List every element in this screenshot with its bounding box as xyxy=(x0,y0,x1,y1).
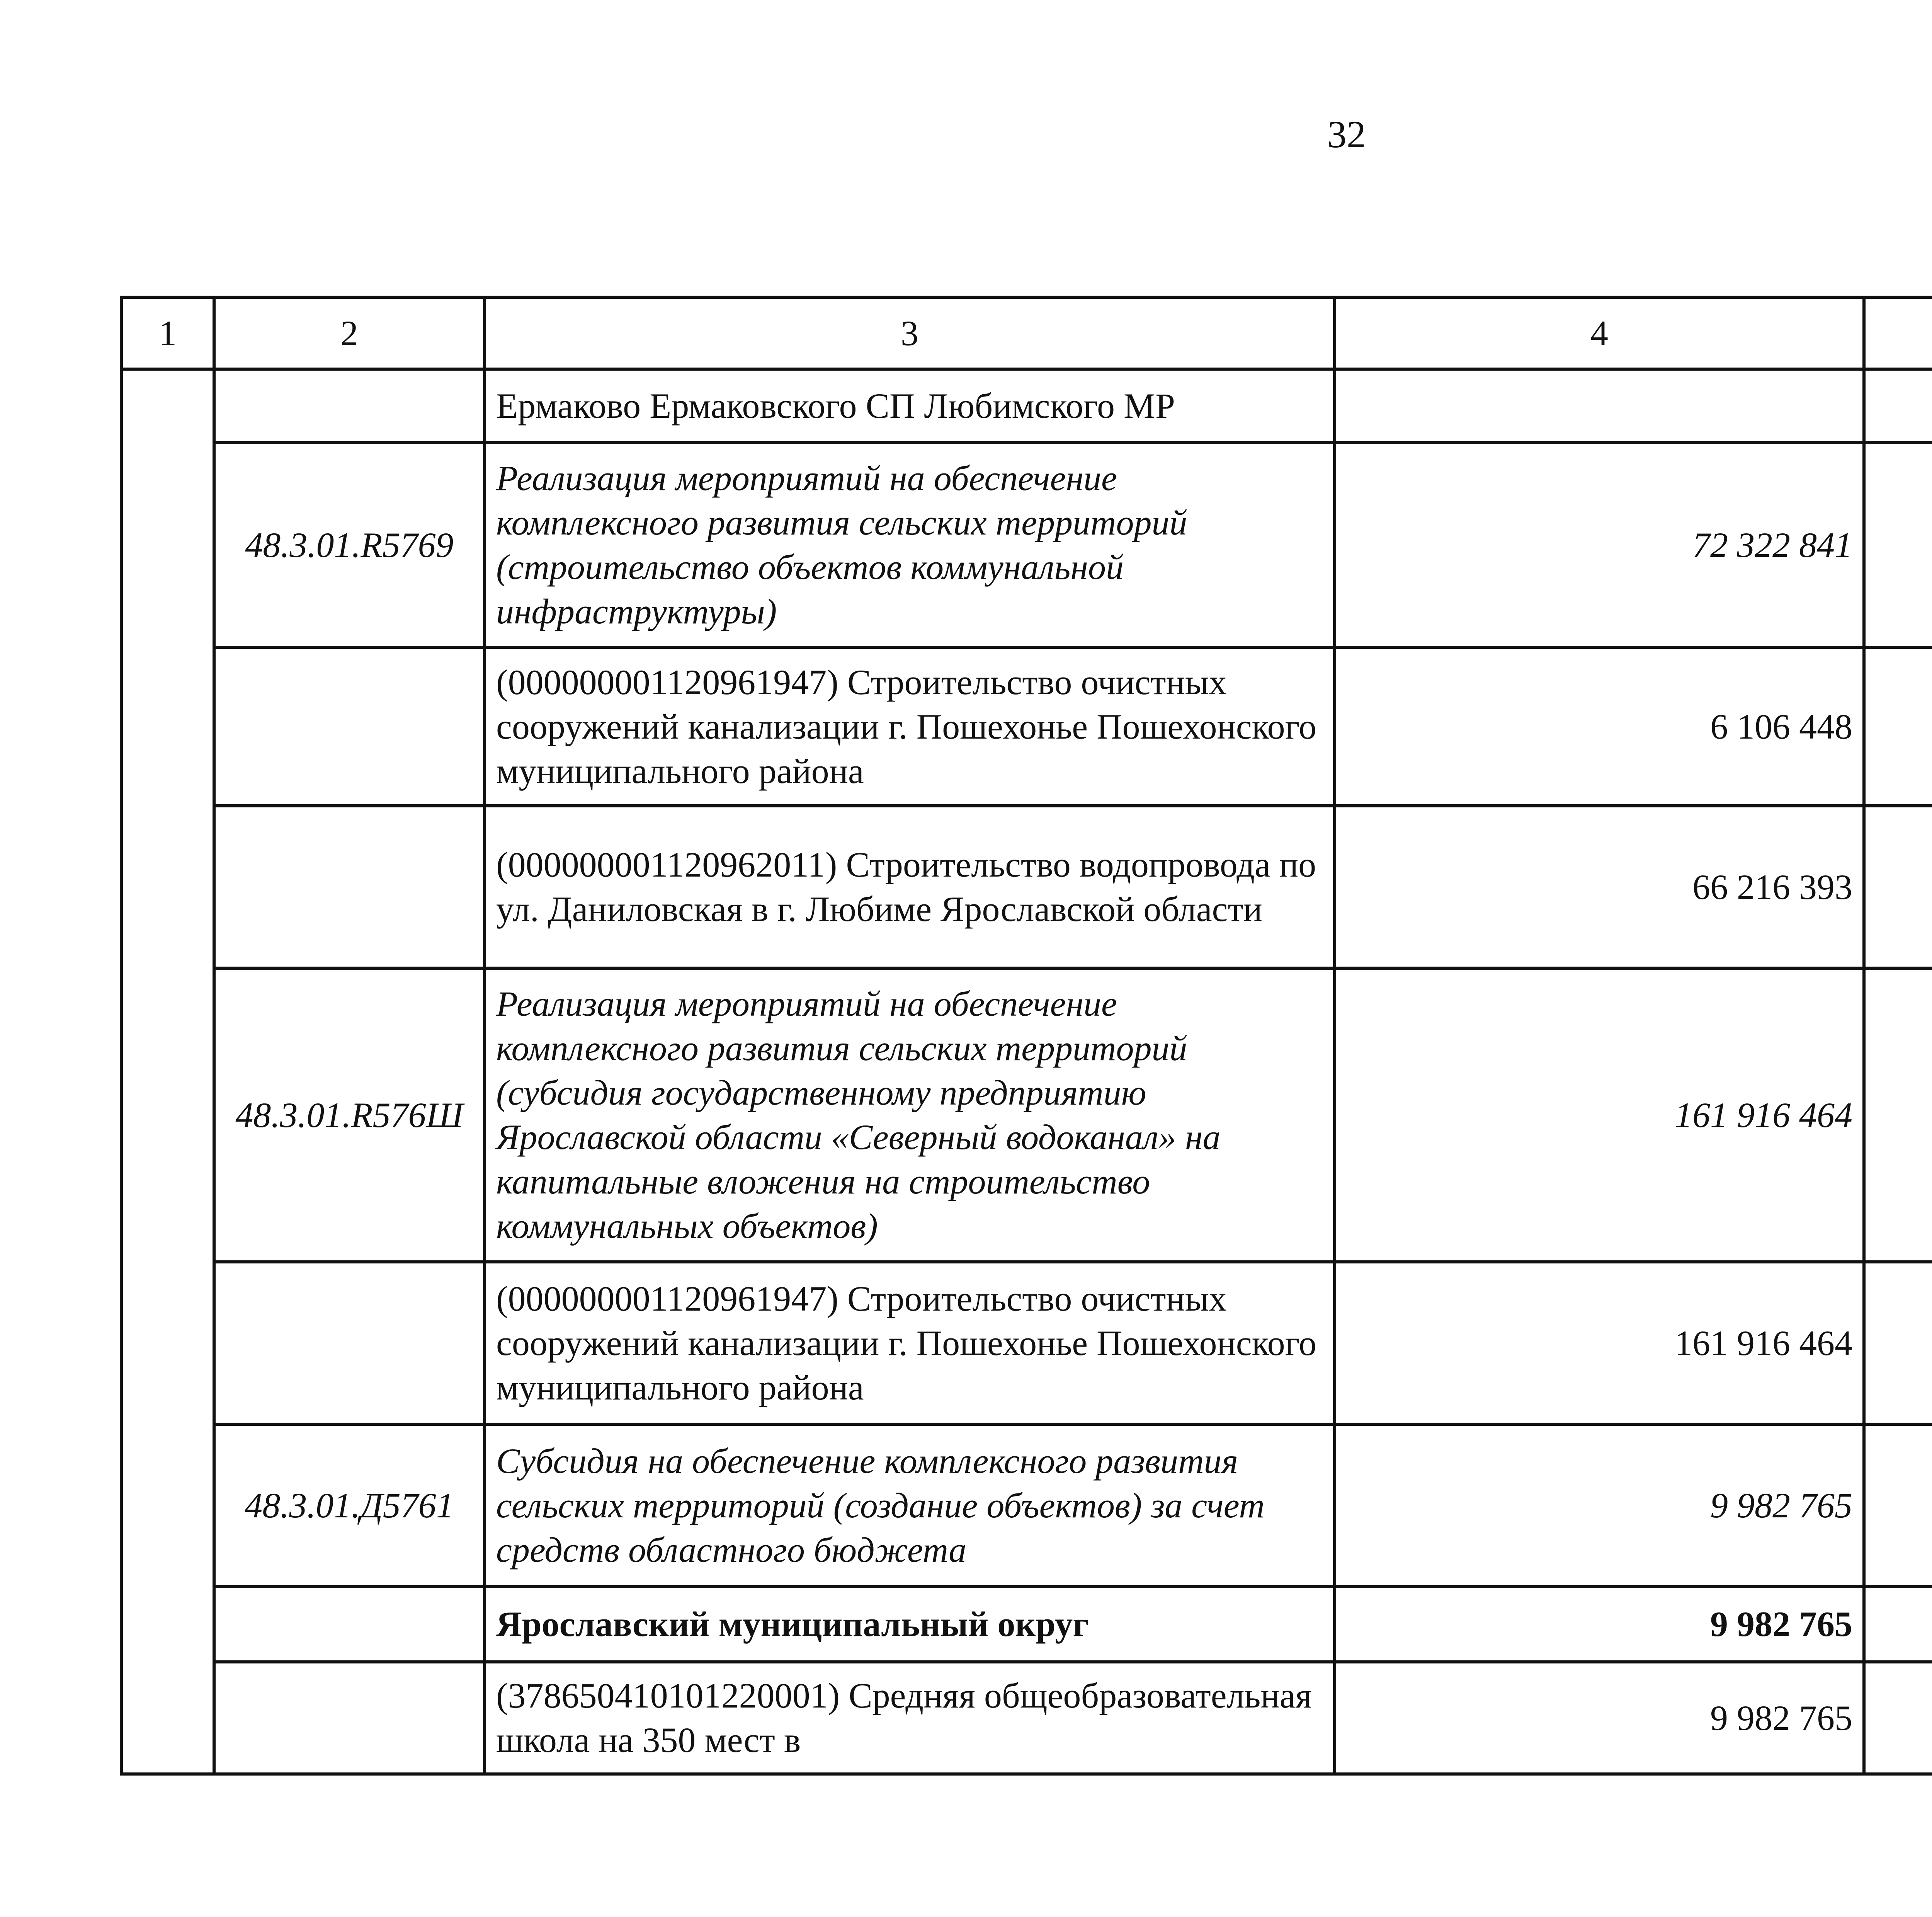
header-cell: 3 xyxy=(485,297,1335,369)
value-cell-5 xyxy=(1864,968,1932,1262)
name-cell: Реализация мероприятий на обеспечение комплексного развития сельских территорий (строительство объектов коммунальной инфраструктуры) xyxy=(485,443,1335,647)
value-cell-4: 161 916 464 xyxy=(1335,1262,1864,1424)
value-cell-5 xyxy=(1864,806,1932,968)
table-row xyxy=(121,647,1932,806)
code-cell xyxy=(214,1662,485,1774)
code-cell: 48.3.01.Д5761 xyxy=(214,1424,485,1587)
value-cell-5 xyxy=(1864,1587,1932,1662)
value-cell-4 xyxy=(1335,369,1864,443)
table-row xyxy=(121,1424,1932,1587)
code-cell: 48.3.01.R5769 xyxy=(214,443,485,647)
value-cell-5 xyxy=(1864,1262,1932,1424)
table-row xyxy=(121,1262,1932,1424)
name-cell: (000000001120961947) Строительство очистных сооружений канализации г. Пошехонье Пошехонского муниципального района xyxy=(485,1262,1335,1424)
name-cell: (378650410101220001) Средняя общеобразовательная школа на 350 мест в xyxy=(485,1662,1335,1774)
value-cell-5 xyxy=(1864,369,1932,443)
value-cell-5 xyxy=(1864,443,1932,647)
name-cell: (000000001120962011) Строительство водопровода по ул. Даниловская в г. Любиме Ярославской области xyxy=(485,806,1335,968)
name-cell: Субсидия на обеспечение комплексного развития сельских территорий (создание объектов) за счет средств областного бюджета xyxy=(485,1424,1335,1587)
header-cell: 4 xyxy=(1335,297,1864,369)
code-cell xyxy=(214,647,485,806)
page-number: 32 xyxy=(1327,113,1366,156)
table-row xyxy=(121,369,1932,443)
value-cell-4: 9 982 765 xyxy=(1335,1587,1864,1662)
header-cell xyxy=(1864,297,1932,369)
name-cell: Реализация мероприятий на обеспечение комплексного развития сельских территорий (субсидия государственному предприятию Ярославской области «Северный водоканал» на капитальные вложения на строительство коммунальных объектов) xyxy=(485,968,1335,1262)
value-cell-4: 72 322 841 xyxy=(1335,443,1864,647)
code-cell xyxy=(214,1262,485,1424)
header-row xyxy=(121,297,1932,369)
table-row xyxy=(121,968,1932,1262)
table-row xyxy=(121,1587,1932,1662)
value-cell-4: 66 216 393 xyxy=(1335,806,1864,968)
value-cell-5 xyxy=(1864,647,1932,806)
name-cell: Ермаково Ермаковского СП Любимского МР xyxy=(485,369,1335,443)
row-number-cell xyxy=(121,369,214,1774)
value-cell-4: 6 106 448 xyxy=(1335,647,1864,806)
header-cell: 2 xyxy=(214,297,485,369)
code-cell xyxy=(214,806,485,968)
header-cell: 1 xyxy=(121,297,214,369)
table-row xyxy=(121,806,1932,968)
code-cell xyxy=(214,1587,485,1662)
table-row xyxy=(121,1662,1932,1774)
value-cell-4: 9 982 765 xyxy=(1335,1424,1864,1587)
name-cell: (000000001120961947) Строительство очистных сооружений канализации г. Пошехонье Пошехонского муниципального района xyxy=(485,647,1335,806)
name-cell: Ярославский муниципальный округ xyxy=(485,1587,1335,1662)
value-cell-5 xyxy=(1864,1424,1932,1587)
budget-table xyxy=(120,296,1932,1776)
value-cell-4: 161 916 464 xyxy=(1335,968,1864,1262)
table-row xyxy=(121,443,1932,647)
code-cell xyxy=(214,369,485,443)
code-cell: 48.3.01.R576Ш xyxy=(214,968,485,1262)
value-cell-5 xyxy=(1864,1662,1932,1774)
value-cell-4: 9 982 765 xyxy=(1335,1662,1864,1774)
